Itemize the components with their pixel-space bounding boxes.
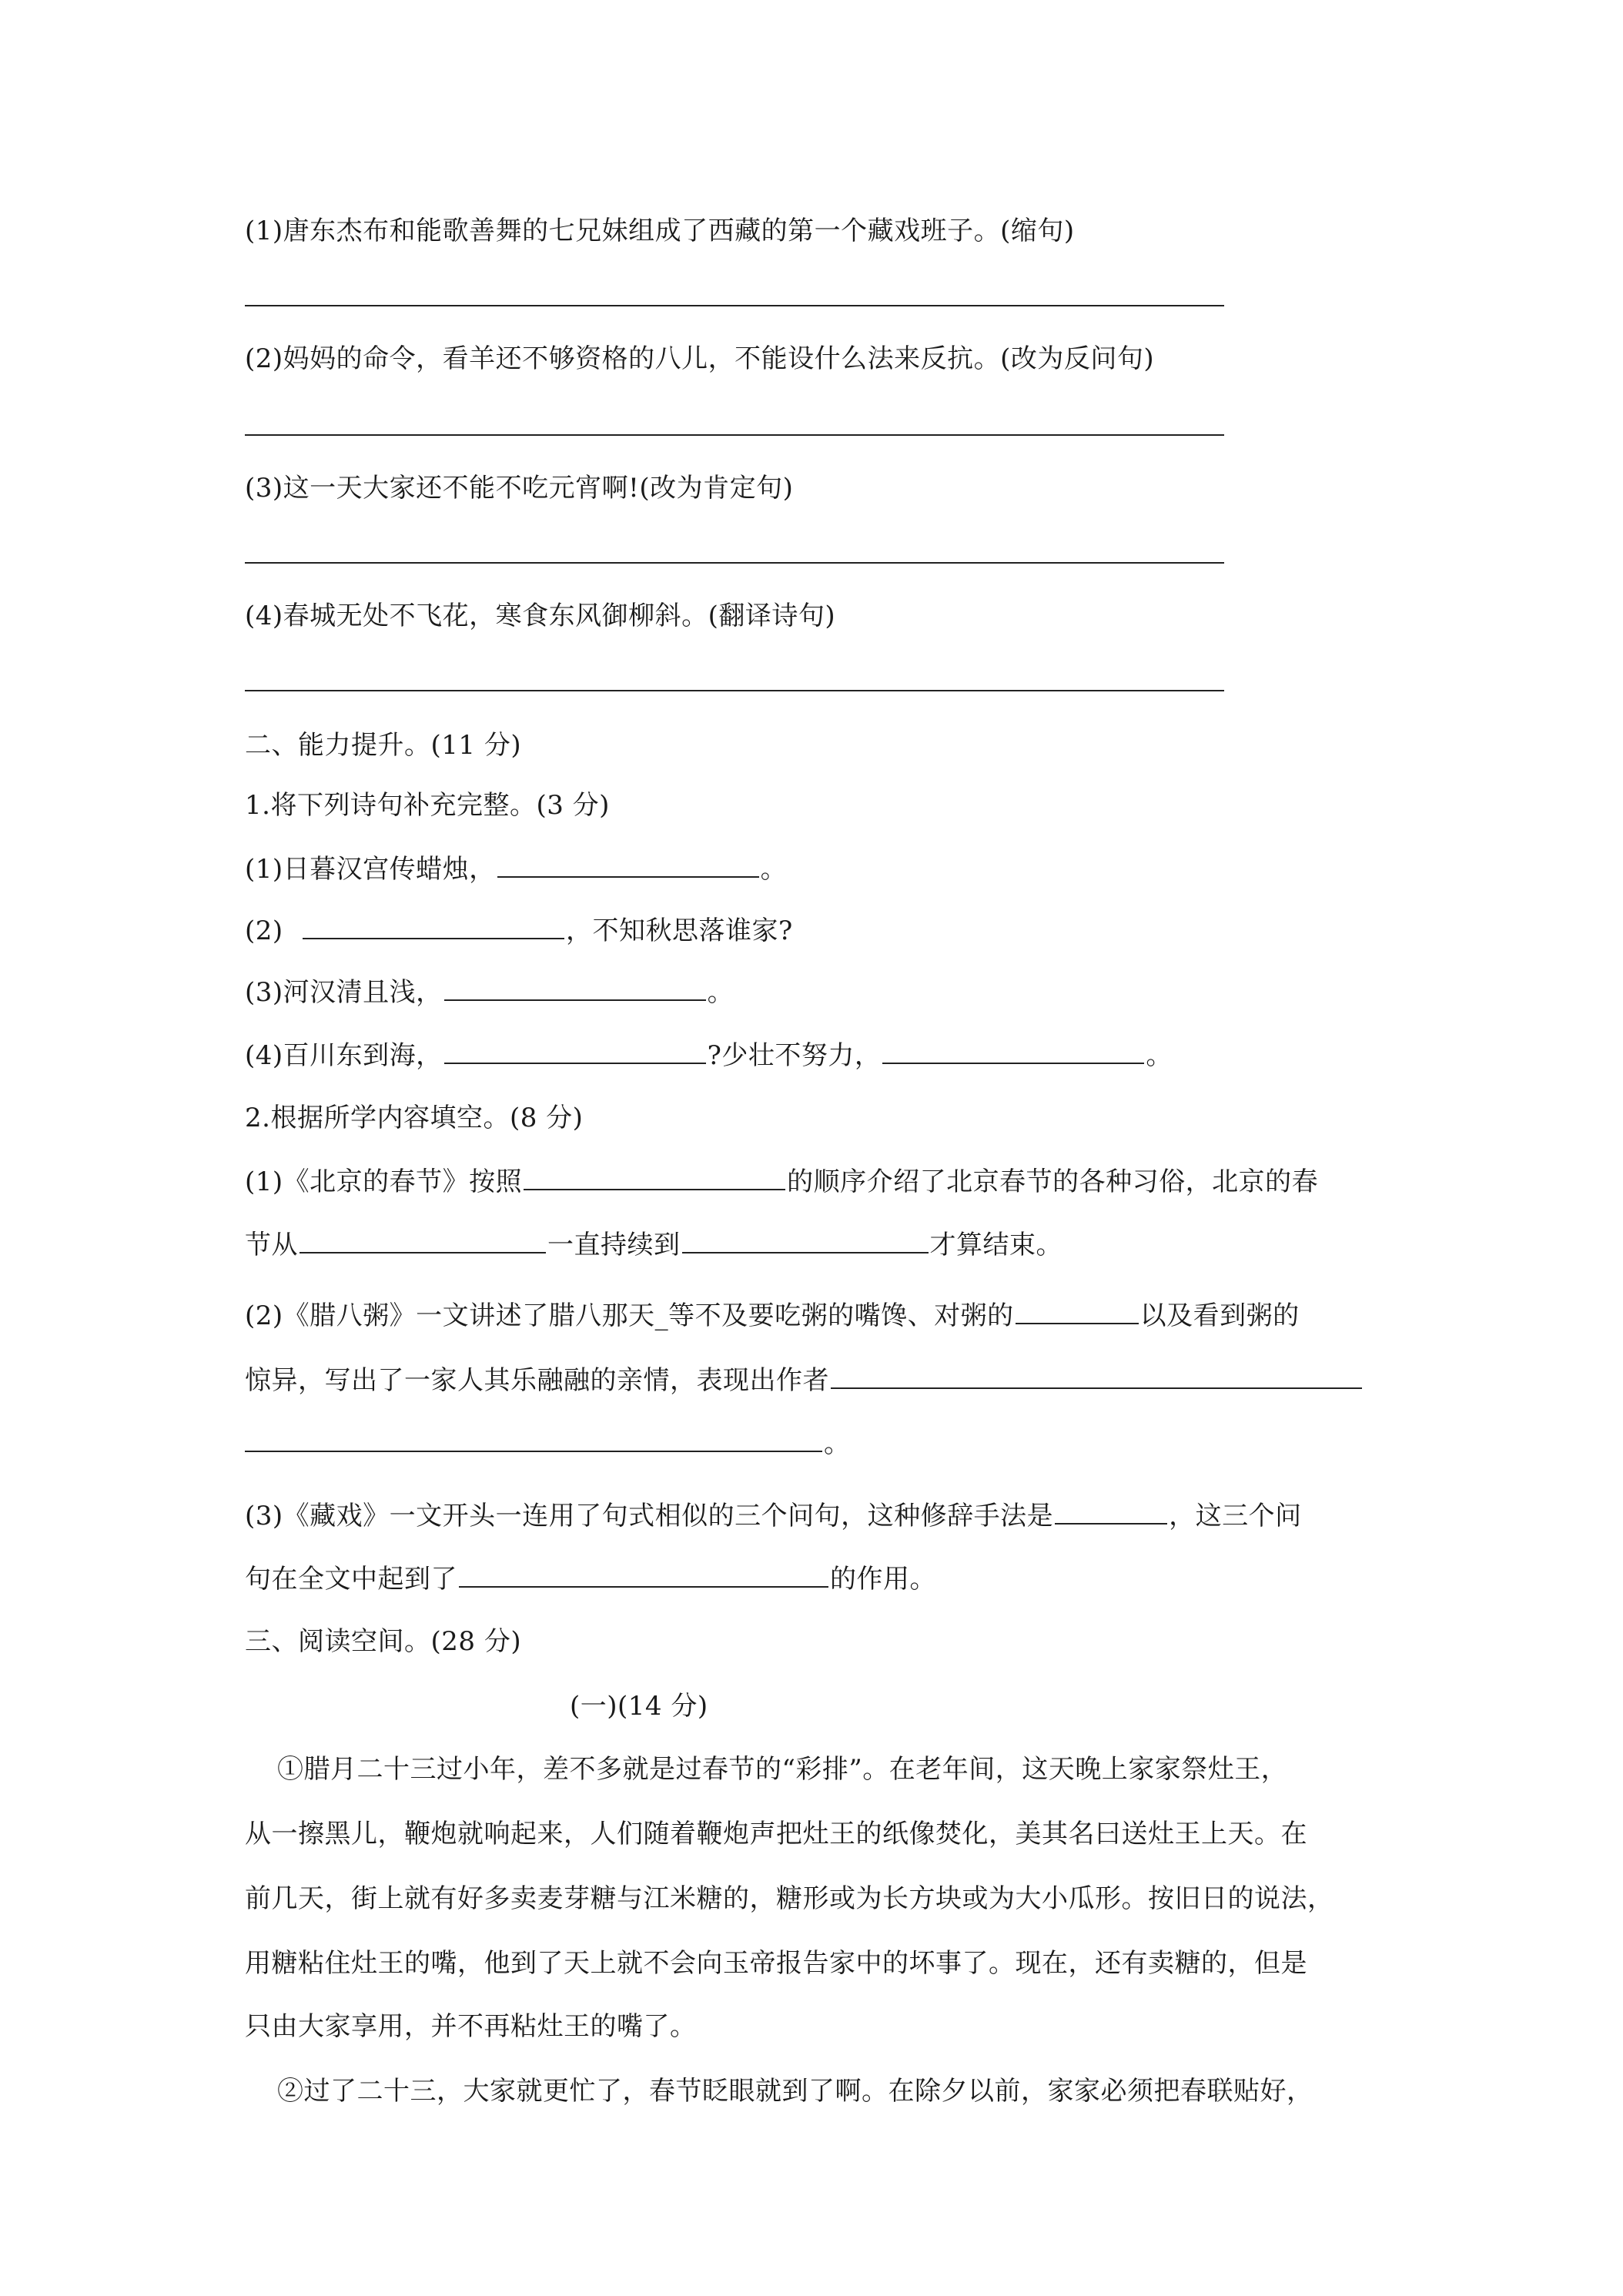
fill-3-text-a: (3)《藏戏》一文开头一连用了句式相似的三个问句，这种修辞手法是 xyxy=(245,1501,1054,1531)
fill-3-text-c: 句在全文中起到了 xyxy=(245,1564,457,1595)
rewrite-question-3: (3)这一天大家还不能不吃元宵啊!(改为肯定句) xyxy=(245,473,794,504)
poem-line-4 xyxy=(245,1036,1173,1074)
rewrite-question-4: (4)春城无处不飞花，寒食东风御柳斜。(翻译诗句) xyxy=(245,601,836,631)
reading-subheading: (一)(14 分) xyxy=(570,1691,708,1722)
poem-2-blank[interactable] xyxy=(303,912,564,939)
task-2-title: 2.根据所学内容填空。(8 分) xyxy=(245,1103,584,1133)
fill-1-line-1 xyxy=(245,1163,1318,1200)
paragraph-2-line-1: ②过了二十三，大家就更忙了，春节眨眼就到了啊。在除夕以前，家家必须把春联贴好， xyxy=(277,2076,1313,2107)
poem-2-after: ，不知秋思落谁家? xyxy=(565,915,793,946)
paragraph-1-line-5: 只由大家享用，并不再粘灶王的嘴了。 xyxy=(245,2011,697,2042)
poem-3-after: 。 xyxy=(707,977,735,1008)
poem-3-blank[interactable] xyxy=(444,973,706,1001)
paragraph-1-line-4: 用糖粘住灶王的嘴，他到了天上就不会向玉帝报告家中的坏事了。现在，还有卖糖的，但是 xyxy=(245,1948,1307,1979)
answer-line-3[interactable] xyxy=(245,562,1224,564)
fill-2-text-d: 。 xyxy=(824,1428,851,1459)
fill-2-blank-feeling-b[interactable] xyxy=(245,1424,822,1452)
paragraph-1-line-2: 从一擦黑儿，鞭炮就响起来，人们随着鞭炮声把灶王的纸像焚化，美其名曰送灶王上天。在 xyxy=(245,1819,1307,1849)
fill-2-blank-feeling-a[interactable] xyxy=(831,1361,1362,1389)
poem-4-before: (4)百川东到海， xyxy=(245,1040,443,1071)
fill-2-line-3 xyxy=(245,1424,851,1462)
poem-4-after: 。 xyxy=(1146,1040,1173,1071)
poem-1-blank[interactable] xyxy=(497,850,759,878)
fill-3-blank-rhetoric[interactable] xyxy=(1055,1497,1167,1525)
paragraph-1-line-3: 前几天，街上就有好多卖麦芽糖与江米糖的，糖形或为长方块或为大小瓜形。按旧日的说法， xyxy=(245,1883,1334,1914)
paragraph-1-line-1: ①腊月二十三过小年，差不多就是过春节的“彩排”。在老年间，这天晚上家家祭灶王， xyxy=(277,1754,1288,1785)
fill-2-line-1 xyxy=(245,1297,1300,1334)
fill-3-blank-function[interactable] xyxy=(459,1560,828,1588)
poem-line-1 xyxy=(245,850,787,888)
task-1-title: 1.将下列诗句补充完整。(3 分) xyxy=(245,790,610,821)
fill-1-text-b: 的顺序介绍了北京春节的各种习俗，北京的春 xyxy=(787,1166,1319,1197)
fill-2-line-2 xyxy=(245,1361,1364,1399)
rewrite-question-2: (2)妈妈的命令，看羊还不够资格的八儿，不能设什么法来反抗。(改为反问句) xyxy=(245,343,1155,374)
fill-1-text-e: 才算结束。 xyxy=(929,1230,1062,1260)
poem-2-before: (2) xyxy=(245,915,292,946)
poem-4-blank-b[interactable] xyxy=(882,1036,1144,1064)
fill-2-blank-attitude[interactable] xyxy=(1016,1297,1139,1324)
section-heading-2: 二、能力提升。(11 分) xyxy=(245,730,522,761)
fill-1-line-2 xyxy=(245,1226,1062,1263)
poem-4-blank-a[interactable] xyxy=(444,1036,706,1064)
poem-3-before: (3)河汉清且浅， xyxy=(245,977,443,1008)
fill-3-text-b: ，这三个问 xyxy=(1169,1501,1302,1531)
section-heading-3: 三、阅读空间。(28 分) xyxy=(245,1626,522,1657)
fill-2-text-b: 以及看到粥的 xyxy=(1139,1300,1300,1331)
fill-1-text-c: 节从 xyxy=(245,1230,298,1260)
answer-line-2[interactable] xyxy=(245,434,1224,436)
fill-3-line-2 xyxy=(245,1560,936,1598)
poem-1-before: (1)日暮汉宫传蜡烛， xyxy=(245,854,496,885)
poem-line-2 xyxy=(245,912,793,949)
rewrite-question-1: (1)唐东杰布和能歌善舞的七兄妹组成了西藏的第一个藏戏班子。(缩句) xyxy=(245,216,1075,246)
fill-1-blank-start[interactable] xyxy=(300,1226,546,1253)
fill-3-text-d: 的作用。 xyxy=(830,1564,936,1595)
fill-1-text-a: (1)《北京的春节》按照 xyxy=(245,1166,523,1197)
answer-line-4[interactable] xyxy=(245,690,1224,691)
poem-4-mid: ?少壮不努力， xyxy=(707,1040,882,1071)
poem-1-after: 。 xyxy=(760,854,788,885)
answer-line-1[interactable] xyxy=(245,305,1224,306)
poem-line-3 xyxy=(245,973,734,1011)
fill-2-text-a: (2)《腊八粥》一文讲述了腊八那天_等不及要吃粥的嘴馋、对粥的 xyxy=(245,1300,1014,1331)
fill-1-blank-order[interactable] xyxy=(524,1163,785,1190)
fill-1-text-d: 一直持续到 xyxy=(547,1230,681,1260)
fill-2-text-c: 惊异，写出了一家人其乐融融的亲情，表现出作者 xyxy=(245,1365,829,1396)
fill-3-line-1 xyxy=(245,1497,1302,1535)
fill-1-blank-end[interactable] xyxy=(682,1226,929,1253)
